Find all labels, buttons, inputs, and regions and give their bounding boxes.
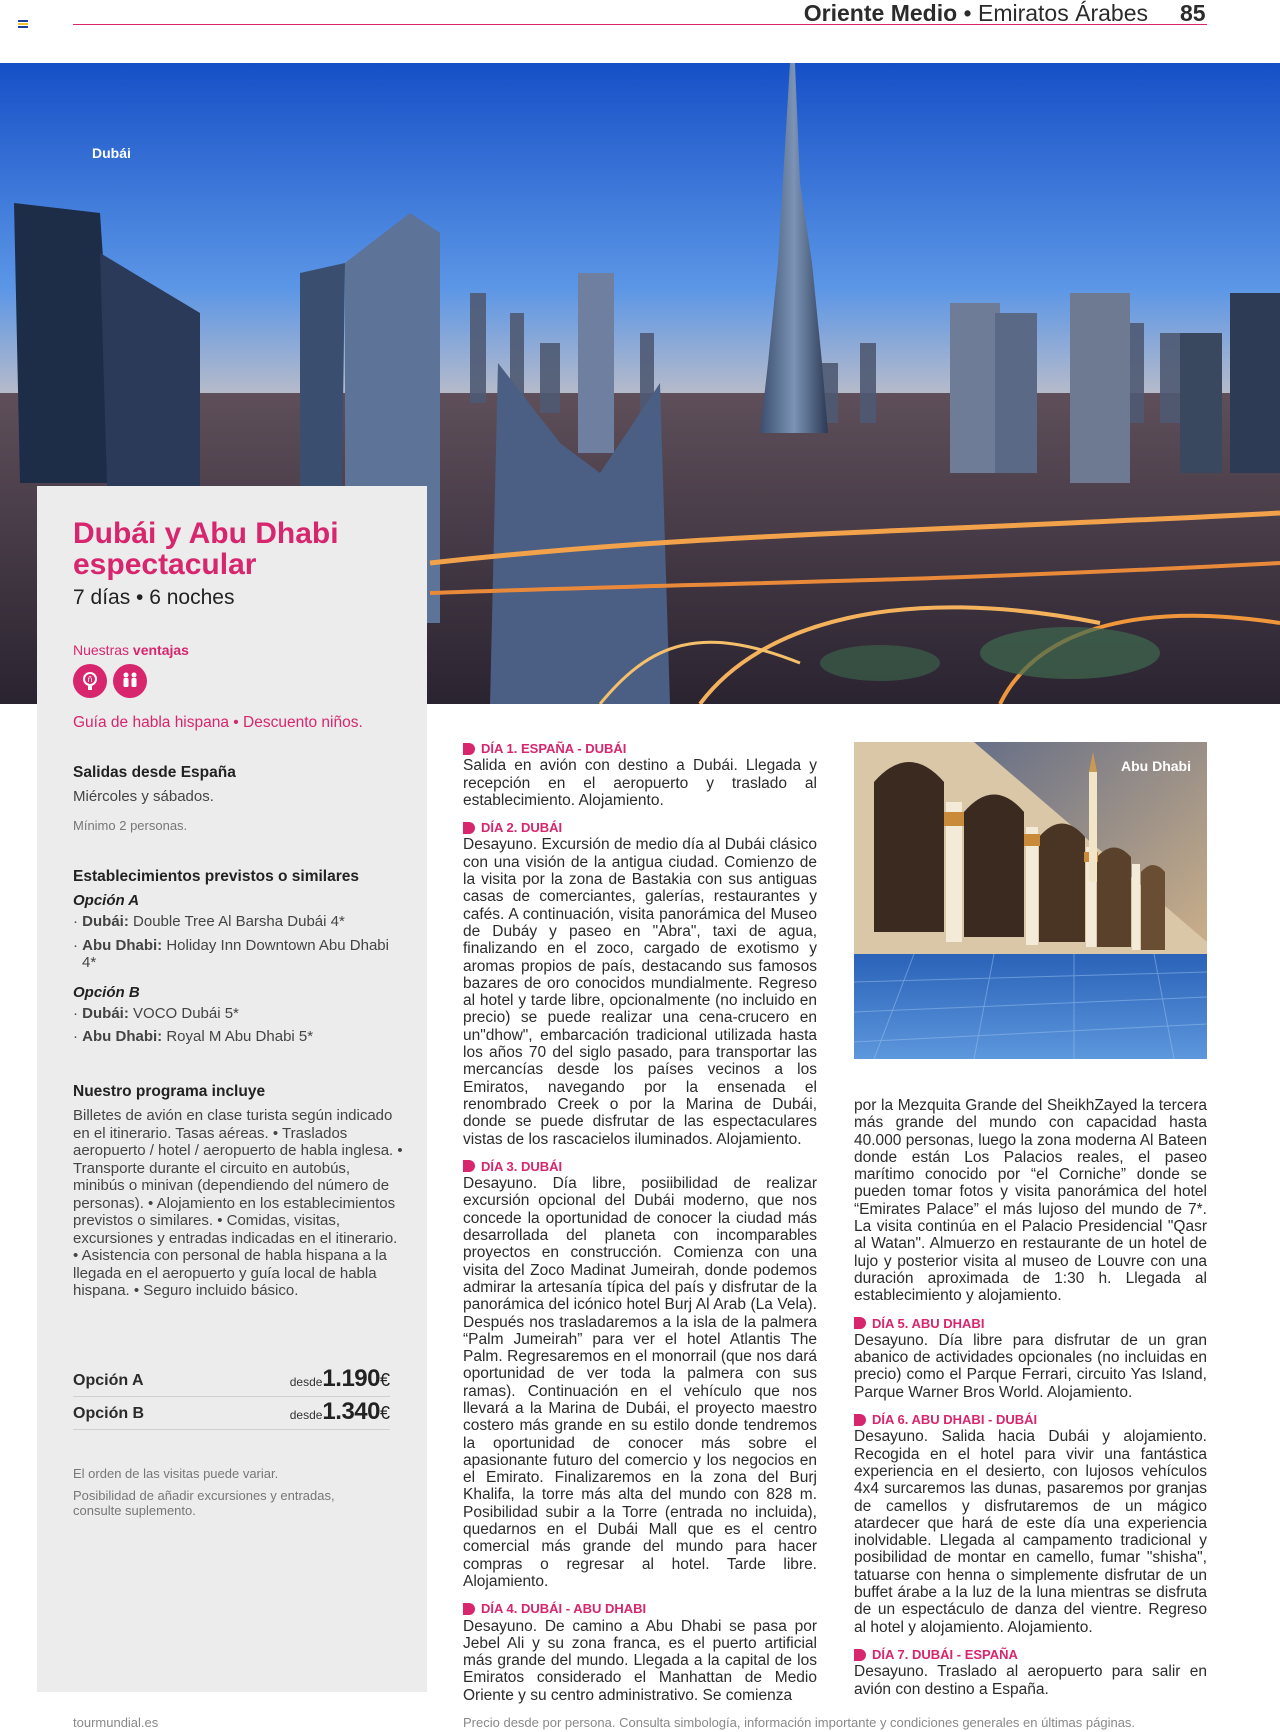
- day-bullet-icon: [463, 822, 475, 834]
- day-title: DÍA 6. ABU DHABI - DUBÁI: [872, 1412, 1038, 1428]
- price-value: 1.190: [322, 1365, 380, 1392]
- header-region: Oriente Medio: [803, 0, 958, 26]
- price-from: desde: [289, 1375, 323, 1389]
- mosque-illustration: [854, 742, 1207, 1059]
- footer-disclaimer: Precio desde por persona. Consulta simbología, información importante y condiciones generales en últimas páginas.: [463, 1715, 1136, 1730]
- day-title: DÍA 5. ABU DHABI: [872, 1315, 985, 1331]
- day-title: DÍA 4. DUBÁI - ABU DHABI: [481, 1601, 647, 1617]
- day-heading: [463, 819, 817, 836]
- day-title: DÍA 2. DUBÁI: [481, 820, 563, 836]
- svg-text:ñ: ñ: [87, 675, 93, 684]
- includes-title: Nuestro programa incluye: [73, 1083, 266, 1100]
- trip-title: Dubái y Abu Dhabi espectacular: [73, 517, 339, 581]
- day-heading: [854, 1315, 1207, 1332]
- day-text: Desayuno. Día libre, posiibilidad de realizar excursión opcional del Dubái moderno, que nos concede la oportunidad de conocer la ciudad más desarrollada del planeta con incomparables proyectos en construcción. Comienza con una visita del Zoco Madinat Jumeirah, donde podemos admirar la artesanía típica del país y disfrutar de la panorámica del icónico hotel Burj Al Arab (La Vela). Después nos trasladaremos a la isla de la palmera “Palm Jumeirah” para ver el hotel Atlantis The Palm. Regresaremos en el monorrail (que nos dará oportunidad de ver toda la palmera con sus ramas). Continuación en el vehículo que nos llevará a la Marina de Dubái, el proyecto maestro costero más grande en su estilo donde tendremos la oportunidad de conocer más sobre el apasionante futuro del comercio y los negocios en el Emirato. Finalizaremos en la zona del Burj Khalifa, la torre más alta del mundo con 828 m. Posibilidad subir a la Torre (entrada no incluida), quedarnos en el Dubái Mall que es el centro comercial más grande del mundo para hacer compras o regresar al hotel. Tarde libre. Alojamiento.: [463, 1175, 817, 1590]
- note-item: El orden de las visitas puede variar.: [73, 1466, 279, 1481]
- hotel-item: · Dubái: Double Tree Al Barsha Dubái 4*: [73, 913, 345, 930]
- spanish-guide-icon: [73, 664, 107, 698]
- footer-website: tourmundial.es: [73, 1715, 159, 1730]
- departures-minimum: Mínimo 2 personas.: [73, 817, 188, 833]
- day-title: DÍA 7. DUBÁI - ESPAÑA: [872, 1646, 1018, 1662]
- hotel-city: Abu Dhabi:: [82, 936, 163, 954]
- header-separator: •: [963, 0, 972, 26]
- day-title: DÍA 1. ESPAÑA - DUBÁI: [481, 741, 627, 756]
- price-amount: [290, 1398, 390, 1426]
- advantages-title-bold: ventajas: [132, 642, 189, 658]
- hotel-name: Double Tree Al Barsha Dubái 4*: [133, 913, 345, 930]
- price-value: 1.340: [322, 1398, 380, 1425]
- hotel-city: Dubái:: [82, 1004, 129, 1022]
- photo-abu-dhabi-mosque: [854, 742, 1207, 1059]
- itinerary-column-2: [854, 1097, 1207, 1698]
- departures-section: [73, 764, 403, 833]
- day-4-continued-text: por la Mezquita Grande del SheikhZayed la tercera más grande del mundo con capacidad hasta 40.000 personas, luego la zona moderna Al Bateen donde están Los Palacios reales, el paseo marítimo conocido por “el Corniche” donde se pueden tomar fotos y visita panorámica del hotel “Emirates Palace” el más lujoso del mundo de 7*. La visita continúa en el Palacio Presidencial "Qasr al Watan". Almuerzo en restaurante de un hotel de lujo y posterior visita al museo de Louvre con una duración aproximada de 1:30 h. Llegada al establecimiento y alojamiento.: [854, 1097, 1207, 1305]
- hotel-item: · Abu Dhabi: Holiday Inn Downtown Abu Dhabi 4*: [73, 936, 389, 971]
- day-heading: [463, 740, 817, 757]
- hotel-item: · Abu Dhabi: Royal M Abu Dhabi 5*: [73, 1028, 314, 1045]
- day-bullet-icon: [854, 1649, 866, 1661]
- advantages-icons: [73, 664, 149, 703]
- includes-section: [73, 1083, 403, 1300]
- itinerary-column-1: [463, 740, 817, 1704]
- day-bullet-icon: [854, 1317, 866, 1329]
- hotels-title: Establecimientos previstos o similares: [73, 868, 360, 885]
- day-text: Desayuno. Salida hacia Dubái y alojamiento. Recogida en el hotel para vivir una fantástica experiencia en el desierto, con lujosos vehículos 4x4 surcaremos las dunas, pasaremos por granjas de camellos y disfrutaremos de un mágico atardecer que hará de este día una experiencia inolvidable. Llegada al campamento tradicional y posibilidad de montar en camello, fumar "shisha", tatuarse con henna o simplemente disfrutar de un buffet árabe a la luz de la luna mientras se disfruta de un espectáculo de danza del vientre. Regreso al hotel y alojamiento. Alojamiento.: [854, 1428, 1207, 1636]
- day-text: Desayuno. De camino a Abu Dhabi se pasa por Jebel Ali y su zona franca, es el puerto artificial más grande del mundo. Llegada a la capital de los Emiratos considerado el Manhattan de Medio Oriente y su centro administrativo. Se comienza: [463, 1617, 817, 1704]
- flag-icon: [18, 20, 28, 28]
- price-label: Opción B: [73, 1405, 145, 1422]
- hotels-section: [73, 868, 403, 1046]
- hotels-option-b-title: Opción B: [73, 983, 140, 1001]
- day-text: Desayuno. Traslado al aeropuerto para salir en avión con destino a España.: [854, 1663, 1207, 1698]
- advantages-title-prefix: Nuestras: [73, 642, 130, 658]
- day-bullet-icon: [463, 1160, 475, 1172]
- day-heading: [463, 1158, 817, 1175]
- price-currency: €: [379, 1403, 390, 1423]
- page-number: 85: [1180, 0, 1206, 26]
- day-heading: [854, 1646, 1207, 1663]
- hotel-name: Holiday Inn Downtown Abu Dhabi 4*: [82, 936, 389, 971]
- advantages-title: [73, 642, 189, 658]
- notes: [73, 1466, 373, 1518]
- photo-label: Abu Dhabi: [1121, 758, 1191, 774]
- price-from: desde: [289, 1408, 323, 1422]
- day-bullet-icon: [854, 1414, 866, 1426]
- hotel-city: Abu Dhabi:: [82, 1028, 163, 1045]
- departures-days: Miércoles y sábados.: [73, 788, 214, 805]
- hotel-city: Dubái:: [82, 913, 129, 930]
- day-title: DÍA 3. DUBÁI: [481, 1158, 563, 1174]
- hotels-option-a-title: Opción A: [73, 892, 140, 909]
- header-title: [804, 0, 1148, 27]
- price-row-option-a: [73, 1366, 390, 1397]
- hotel-name: Royal M Abu Dhabi 5*: [166, 1028, 314, 1045]
- includes-text: Billetes de avión en clase turista según indicado en el itinerario. Tasas aéreas. • Traslados aeropuerto / hotel / aeropuerto de habla inglesa. • Transporte durante el circuito en autobús, minibús o minivan (dependiendo del número de personas). • Alojamiento en los establecimientos previstos o similares. • Comidas, visitas, excursiones y entradas indicadas en el itinerario. • Asistencia con personal de habla hispana a la llegada en el aeropuerto y guía local de habla hispana. • Seguro incluido básico.: [73, 1107, 403, 1299]
- trip-duration: 7 días • 6 noches: [73, 586, 235, 609]
- kids-discount-icon: [113, 664, 147, 698]
- day-bullet-icon: [463, 1603, 475, 1615]
- day-heading: [854, 1411, 1207, 1428]
- price-currency: €: [379, 1370, 390, 1390]
- day-heading: [463, 1600, 817, 1617]
- hotel-item: · Dubái: VOCO Dubái 5*: [73, 1004, 239, 1022]
- price-amount: [290, 1365, 390, 1393]
- hotel-name: VOCO Dubái 5*: [133, 1004, 239, 1022]
- price-row-option-b: [73, 1399, 390, 1430]
- departures-title: Salidas desde España: [73, 764, 236, 781]
- note-item: Posibilidad de añadir excursiones y entradas, consulte suplemento.: [73, 1488, 335, 1518]
- price-label: Opción A: [73, 1372, 144, 1389]
- advantages-text: Guía de habla hispana • Descuento niños.: [73, 714, 363, 731]
- hero-label: Dubái: [92, 145, 131, 161]
- day-text: Salida en avión con destino a Dubái. Llegada y recepción en el aeropuerto y traslado al establecimiento. Alojamiento.: [463, 757, 817, 809]
- day-text: Desayuno. Día libre para disfrutar de un gran abanico de actividades opcionales (no incluidas en precio) como el Parque Ferrari, circuito Yas Island, Parque Warner Bros World. Alojamiento.: [854, 1331, 1207, 1401]
- day-bullet-icon: [463, 743, 475, 755]
- header-country: Emiratos Árabes: [977, 0, 1148, 26]
- day-text: Desayuno. Excursión de medio día al Dubái clásico con una visión de la antigua ciudad. Comienzo de la visita por la zona de Bastakia con sus antiguas casas de comerciantes, galerías, restaurantes y cafés. A continuación, visita panorámica del Museo de Dubáy y paseo en "Abra", taxi de agua, finalizando en el zoco, cargado de exotismo y aromas propios de país, destacando sus famosos bazares de oro conocidos mundialmente. Regreso al hotel y tarde libre, opcionalmente (no incluido en precio) se puede realizar una cena-crucero en un"dhow", embarcación tradicional utilizada hasta los años 70 del siglo pasado, para transportar las mercancías desde los países vecinos a los Emiratos, navegando por la ensenada el renombrado Creek o por la Marina de Dubái, donde se puede disfrutar de las espectaculares vistas de los rascacielos iluminados. Alojamiento.: [463, 836, 817, 1148]
